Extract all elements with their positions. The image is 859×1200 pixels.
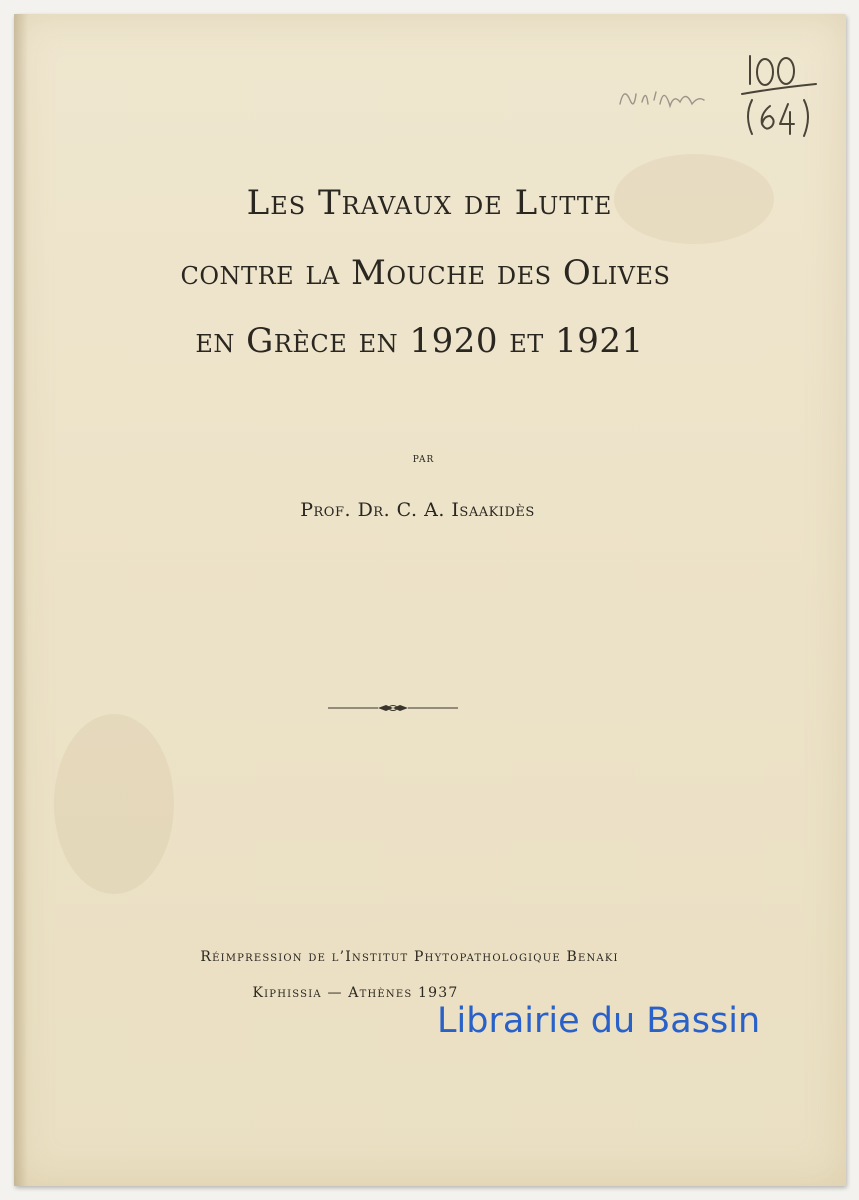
handwritten-annotation	[736, 44, 846, 154]
imprint-publisher: Réimpression de l’Institut Phytopathologique Benaki	[200, 949, 619, 965]
ornament-divider	[328, 702, 458, 714]
author-name: Prof. Dr. C. A. Isaakidès	[300, 499, 535, 521]
faint-pencil-mark	[614, 74, 724, 124]
paper-stain	[54, 714, 174, 894]
bookseller-watermark: Librairie du Bassin	[437, 1001, 761, 1041]
title-line-3: en Grèce en 1920 et 1921	[195, 321, 644, 361]
imprint-place-date: Kiphissia — Athènes 1937	[252, 985, 459, 1001]
by-label: par	[412, 451, 435, 466]
title-line-1: Les Travaux de Lutte	[246, 183, 613, 223]
title-line-2: contre la Mouche des Olives	[180, 253, 671, 293]
